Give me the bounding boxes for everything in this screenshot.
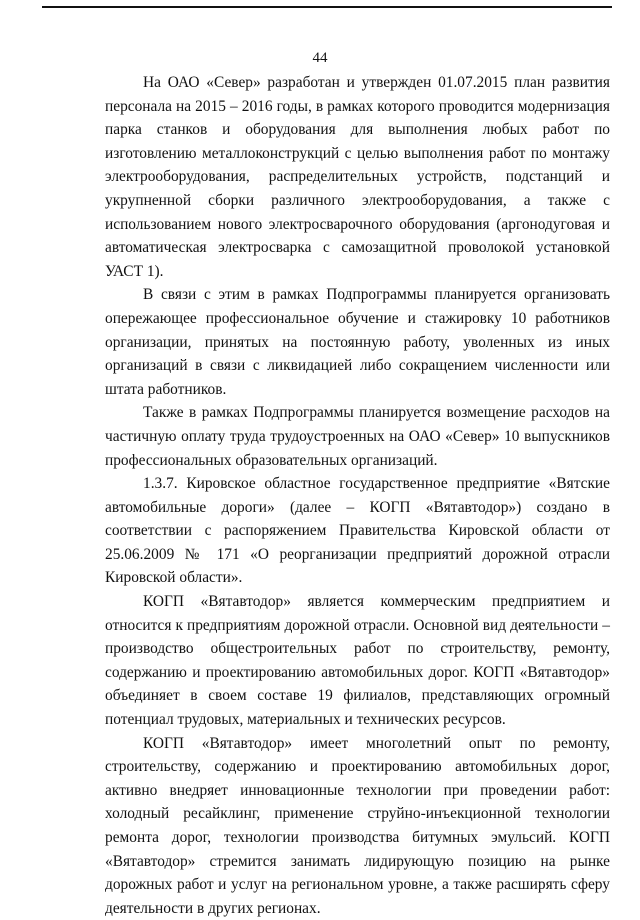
paragraph-advance-training: В связи с этим в рамках Подпрограммы планируется организовать опережающее профессиональное обучение и стажировку 10 работников организации, принятых на постоянную работу, уволенных из иных организаций в связи с ликвидацией либо сокращением численности или штата работников. <box>105 286 610 398</box>
paragraph-vyatavtodor-technologies: КОГП «Вятавтодор» имеет многолетний опыт по ремонту, строительству, содержанию и проектированию автомобильных дорог, активно внедряет инновационные технологии при проведении работ: холодный ресайклинг, применение струйно-инъекционной технологии ремонта дорог, технологии производства битумных эмульсий. КОГП «Вятавтодор» стремится занимать лидирующую позицию на рынке дорожных работ и услуг на региональном уровне, а также расширять сферу деятельности в других регионах. <box>105 734 610 917</box>
paragraph-sever-development-plan: На ОАО «Север» разработан и утвержден 01.07.2015 план развития персонала на 2015 – 2016 годы, в рамках которого проводится модернизация парка станков и оборудования для выполнения любых работ по изготовлению металлоконструкций с целью выполнения работ по монтажу электрооборудования, распределительных устройств, подстанций и укрупненной сборки различного электрооборудования, а также с использованием нового электросварочного оборудования (аргонодуговая и автоматическая электросварка с самозащитной проволокой установкой УАСТ 1). <box>105 74 610 280</box>
paragraph-vyatavtodor-activity: КОГП «Вятавтодор» является коммерческим предприятием и относится к предприятиям дорожной отрасли. Основной вид деятельности – производство общестроительных работ по строительству, ремонту, содержанию и проектированию автомобильных дорог. КОГП «Вятавтодор» объединяет в своем составе 19 филиалов, представляющих огромный потенциал трудовых, материальных и технических ресурсов. <box>105 593 610 729</box>
document-body <box>105 71 610 920</box>
paragraph-vyatavtodor-founding: 1.3.7. Кировское областное государственное предприятие «Вятские автомобильные дороги» (далее – КОГП «Вятавтодор») создано в соответствии с распоряжением Правительства Кировской области от 25.06.2009 № 171 «О реорганизации предприятий дорожной отрасли Кировской области». <box>105 475 610 587</box>
page-number: 44 <box>312 50 328 66</box>
paragraph-wage-compensation: Также в рамках Подпрограммы планируется возмещение расходов на частичную оплату труда трудоустроенных на ОАО «Север» 10 выпускников профессиональных образовательных организаций. <box>105 404 610 469</box>
top-border-line <box>42 6 612 8</box>
